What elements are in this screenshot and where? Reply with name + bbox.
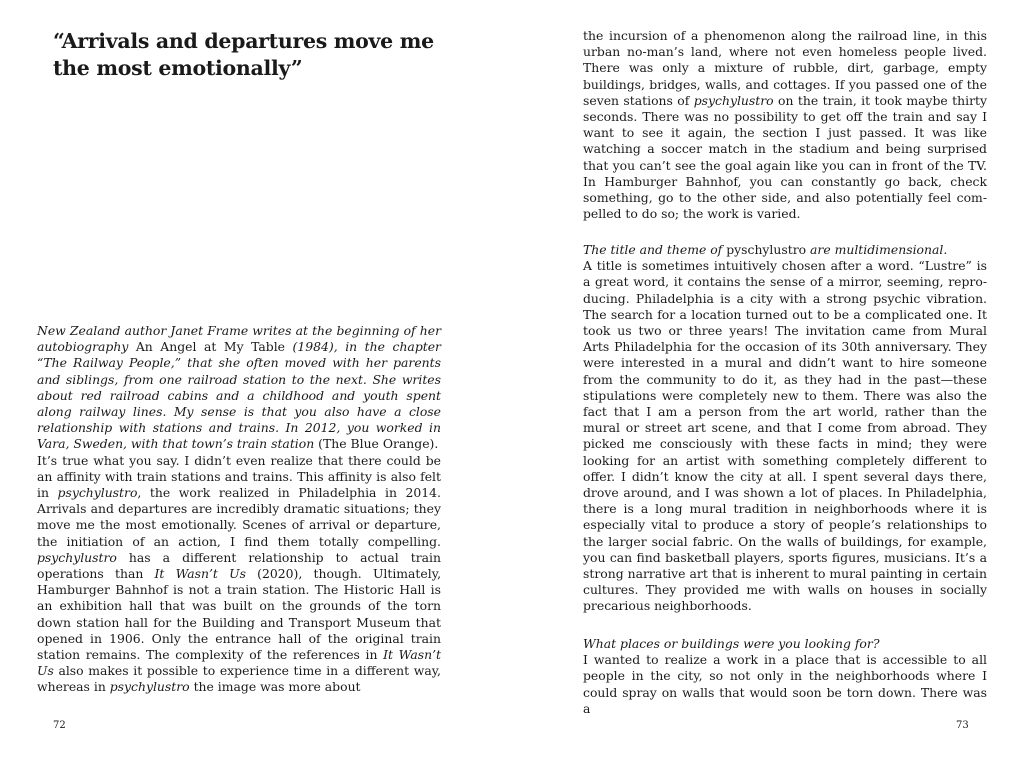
work-title-emphasis: It Wasn’t Us [37, 647, 441, 679]
right-text-block-bottom [583, 636, 987, 717]
answer-continuation [583, 28, 987, 222]
text-run: It’s true what you say. I didn’t even realize that there could be an affinity with train stations and trains. This affinity is also felt in [37, 452, 441, 501]
page-number: 73 [956, 720, 969, 731]
text-run: (1984), in the chapter “The Railway People,” that she often moved with her parents and siblings, from one railroad station to the next. She writes about red railroad cabins and a childhood and youth spent along railway lines. My sense is that you also have a close relationship with stations and trains. In 2012, you worked in Vara, Sweden, with that town’s train station [37, 339, 441, 452]
right-page [510, 0, 1020, 765]
work-title-emphasis: psychylustro [57, 485, 138, 501]
text-run: has a different relationship to actual train operations than [37, 549, 441, 582]
text-run: the incursion of a phenomenon along the railroad line, in this urban no-man’s land, where not even homeless people lived. There was only a mixture of rubble, dirt, garbage, empty buildings, bridges, walls, and cottages. If you passed one of the seven stations of [583, 28, 987, 108]
right-text-block-top [583, 28, 987, 222]
text-run: New Zealand author Janet Frame writes at the beginning of her autobiography [37, 323, 441, 355]
text-run: The title and theme of [583, 242, 727, 257]
work-title-emphasis: psychylustro [37, 549, 117, 565]
right-text-block-middle [583, 242, 987, 615]
interview-answer [37, 453, 441, 696]
text-run: , the work realized in Philadelphia in 2014. Arrivals and departures are incredibly dramatic situations; they move me the most emotionally. Scenes of arrival or departure, the initiation of an action, I find them totally compelling. [37, 485, 441, 549]
page-number: 72 [53, 720, 66, 731]
text-run: the image was more about [189, 679, 361, 695]
work-title-emphasis: psychylustro [109, 679, 190, 695]
interview-answer [583, 258, 987, 614]
work-title-emphasis: It Wasn’t Us [154, 566, 246, 582]
chapter-title: “Arrivals and departures move me the most emotionally” [53, 29, 434, 80]
title-reference: (The Blue Orange). [318, 436, 439, 452]
text-run: are multidimensional. [806, 242, 948, 257]
interview-question [37, 323, 441, 453]
interview-question [583, 636, 987, 652]
text-run: A title is sometimes intuitively chosen after a word. “Lustre” is a great word, it contains the sense of a mirror, seeming, reproducing. Philadelphia is a city with a strong psychic vibration. The search for a location turned out to be a complicated one. It took us two or three years! The invitation came from Mural Arts Philadelphia for the occasion of its 30th anniversary. They were interested in a mural and didn’t want to hire someone from the community to do it, as they had in the past—these stipulations were completely new to them. There was also the fact that I am a person from the art world, rather than the mural or street art scene, and that I come from abroad. They picked me consciously with these facts in mind; they were looking for an artist with something completely different to offer. I didn’t know the city at all. I spent several days there, drove around, and I was shown a lot of places. In Philadelphia, there is a long mural tradition in neighborhoods where it is especially vital to produce a story of people’s relationships to the larger social fabric. On the walls of buildings, for example, you can find basketball players, sports figures, musicians. It’s a strong narrative art that is inherent to mural painting in certain cultures. They provided me with walls on houses in socially precarious neighborhoods. [583, 258, 987, 614]
work-title-emphasis: psychylustro [693, 92, 774, 108]
interview-answer [583, 652, 987, 717]
text-run: (2020), though. Ultimately, Hamburger Bahnhof is not a train station. The Historic Hall is an exhibition hall that was built on the grounds of the torn down station hall for the Building and Transport Museum that opened in 1906. Only the entrance hall of the original train station remains. The complexity of the references in [37, 566, 442, 663]
text-run: on the train, it took maybe thirty seconds. There was no possibility to get off the train and say I want to see it again, the section I just passed. It was like watching a soccer match in the stadium and being surprised that you can’t see the goal again like you can in front of the TV. In Hamburger Bahnhof, you can constantly go back, check something, go to the other side, and also potentially feel compelled to do so; the work is varied. [583, 92, 987, 222]
interview-question [583, 242, 987, 258]
title-reference: An Angel at My Table [135, 339, 286, 355]
title-reference: pyschylustro [726, 242, 807, 257]
text-run: What places or buildings were you looking for? [583, 636, 880, 651]
left-text-block [37, 323, 441, 696]
text-run: also makes it possible to experience time in a different way, whereas in [37, 663, 441, 695]
text-run: I wanted to realize a work in a place that is accessible to all people in the city, so not only in the neighborhoods where I could spray on walls that would soon be torn down. There was a [583, 652, 987, 716]
